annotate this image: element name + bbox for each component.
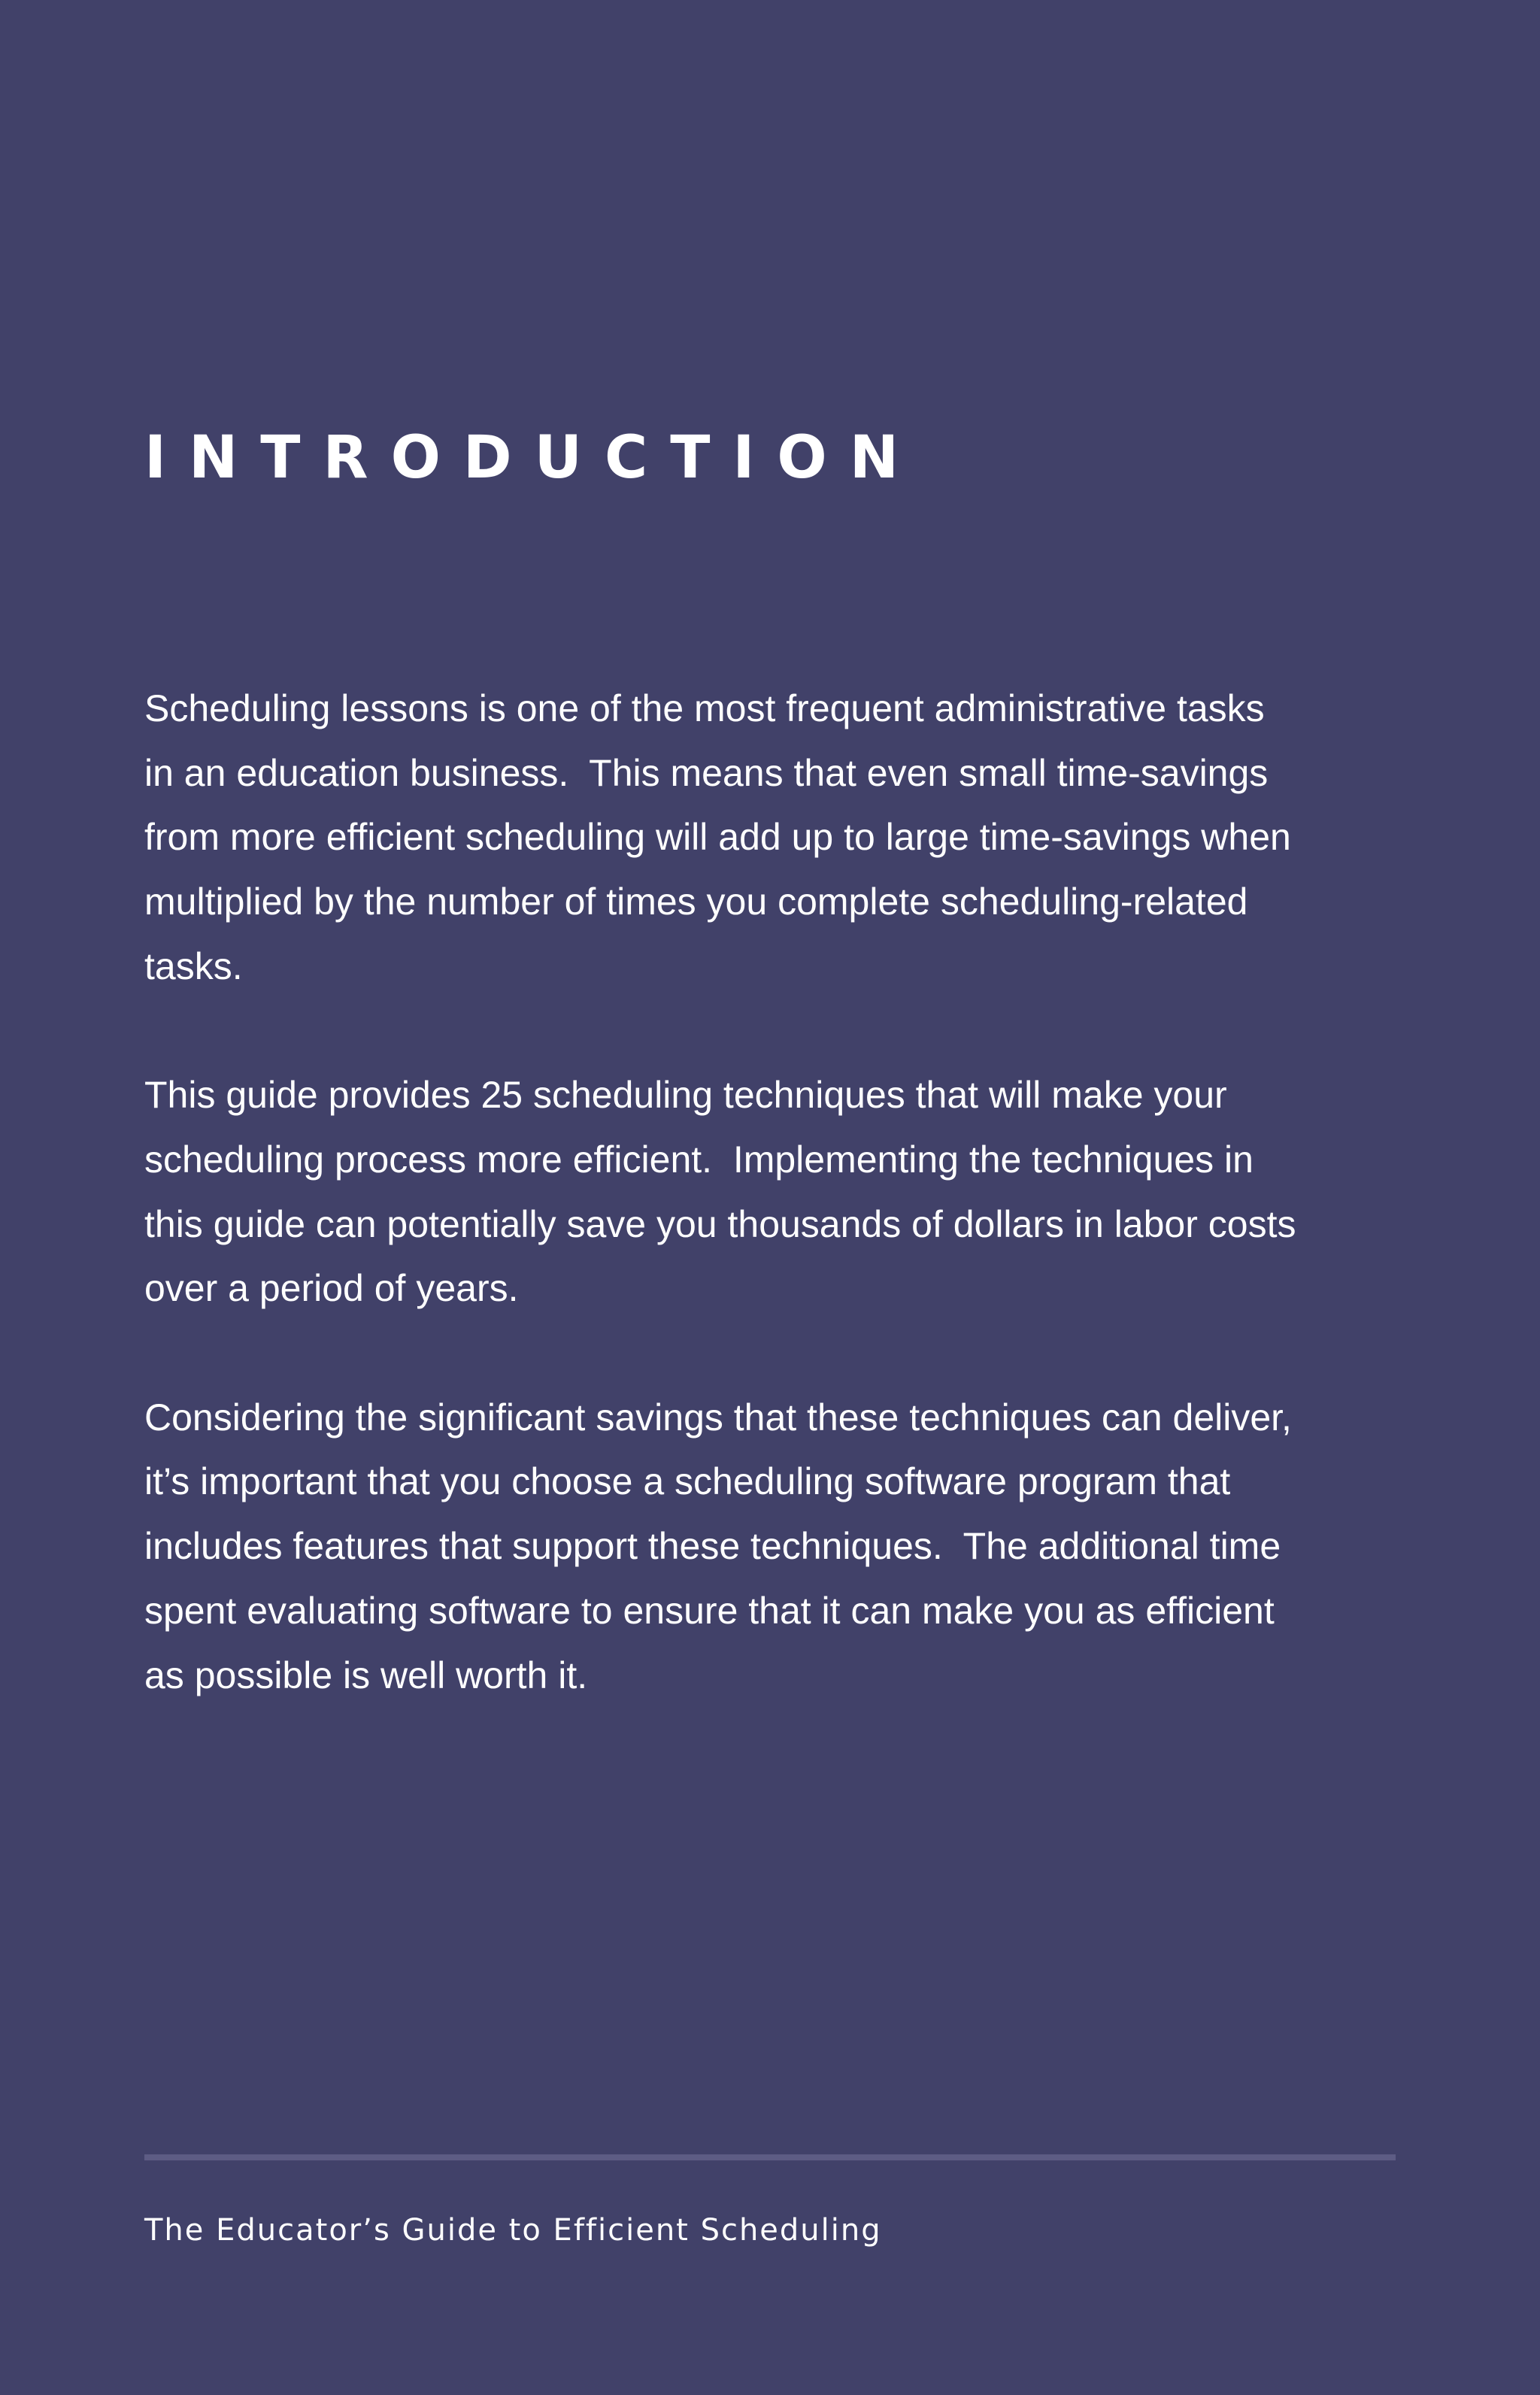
text-line: tasks. — [144, 944, 243, 987]
text-line: This guide provides 25 scheduling techniques that will make your — [144, 1074, 1227, 1117]
text-line: Scheduling lessons is one of the most frequent administrative tasks — [144, 687, 1265, 729]
paragraph-1 — [144, 677, 1423, 999]
page-title: INTRODUCTION — [144, 424, 922, 492]
paragraph-2 — [144, 1063, 1423, 1321]
text-line: includes features that support these techniques. The additional time — [144, 1525, 1281, 1568]
body-text — [144, 677, 1423, 1708]
text-line: as possible is well worth it. — [144, 1654, 588, 1696]
text-line: it’s important that you choose a scheduling software program that — [144, 1460, 1231, 1503]
text-line: from more efficient scheduling will add up to large time-savings when — [144, 816, 1291, 859]
text-line: multiplied by the number of times you complete scheduling-related — [144, 881, 1248, 923]
text-line: over a period of years. — [144, 1267, 519, 1310]
footer-title: The Educator’s Guide to Efficient Scheduling — [144, 2213, 882, 2248]
footer-divider — [144, 2154, 1396, 2160]
text-line: spent evaluating software to ensure that it can make you as efficient — [144, 1589, 1275, 1632]
paragraph-3 — [144, 1386, 1423, 1708]
text-line: scheduling process more efficient. Implementing the techniques in — [144, 1138, 1254, 1181]
text-line: Considering the significant savings that these techniques can deliver, — [144, 1396, 1292, 1439]
text-line: this guide can potentially save you thousands of dollars in labor costs — [144, 1202, 1296, 1245]
text-line: in an education business. This means that even small time-savings — [144, 751, 1269, 794]
